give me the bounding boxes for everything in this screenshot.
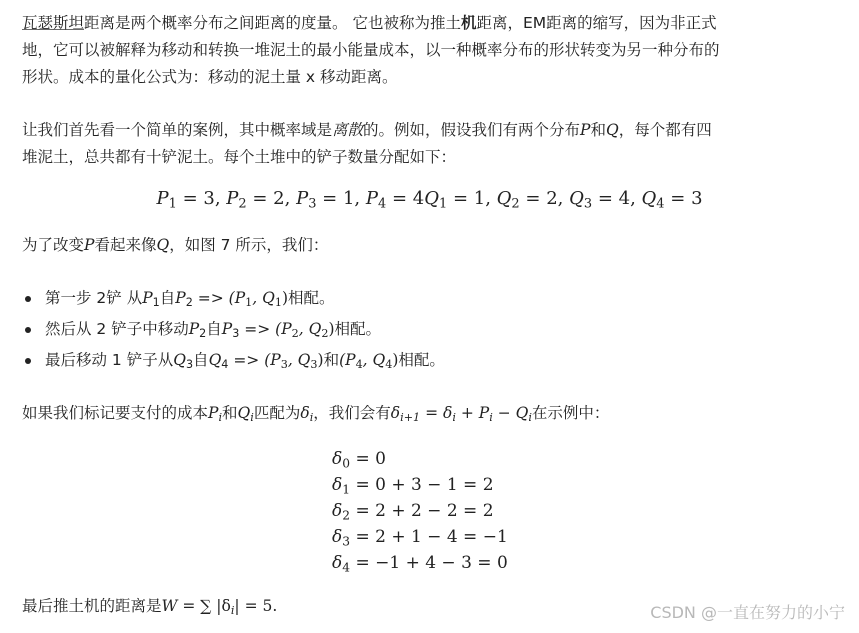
intro-paragraph: [22, 10, 837, 91]
delta-line: $\delta_0 = 0$: [332, 449, 386, 471]
intro-line-3: 形状。成本的量化公式为：移动的泥土量 x 移动距离。: [22, 68, 398, 86]
csdn-watermark: CSDN @一直在努力的小宁: [650, 603, 845, 622]
cost-paragraph: 如果我们标记要支付的成本$P_i$和$Q_i$匹配为$\delta_i$，我们会有$\delta_{i+1} = \delta_i + P_i - Q_i$在示例中：: [22, 404, 610, 425]
intro-line-1: 瓦瑟斯坦距离是两个概率分布之间距离的度量。 它也被称为推土机距离，EM距离的缩写，因为非正式: [22, 14, 717, 32]
delta-line: $\delta_3 = 2 + 1 - 4 = -1$: [332, 527, 508, 549]
wasserstein-link[interactable]: 瓦瑟斯坦: [22, 14, 85, 32]
delta-line: $\delta_1 = 0 + 3 - 1 = 2$: [332, 475, 494, 497]
list-item: 第一步 2铲 从$P_1$自$P_2 => (P_1$, $Q_1$)相配。: [22, 285, 445, 316]
bold-term: 机: [460, 14, 477, 32]
steps-list: [22, 285, 445, 378]
list-item: 然后从 2 铲子中移动$P_2$自$P_3 => (P_2$, $Q_2$)相配。: [22, 316, 445, 347]
list-item: 最后移动 1 铲子从$Q_3$自$Q_4 => (P_3$, $Q_3$)和($P_4$, $Q_4$)相配。: [22, 347, 445, 378]
delta-equations: [332, 446, 508, 576]
distribution-equation: $P_1 = 3$, $P_2 = 2$, $P_3 = 1$, $P_4 = 4Q_1 = 1$, $Q_2 = 2$, $Q_3 = 4$, $Q_4 = 3$: [156, 188, 703, 212]
discrete-example-paragraph: [22, 117, 837, 171]
delta-line: $\delta_4 = -1 + 4 - 3 = 0$: [332, 553, 508, 575]
intro-line-2: 地，它可以被解释为移动和转换一堆泥土的最小能量成本，以一种概率分布的形状转变为另一种分布的: [22, 41, 720, 59]
discrete-line-1: 让我们首先看一个简单的案例，其中概率域是离散的。例如，假设我们有两个分布P和Q，每个都有四: [22, 121, 712, 139]
final-distance-paragraph: 最后推土机的距离是W = ∑ $|\delta_i| = 5$.: [22, 597, 278, 618]
discrete-line-2: 堆泥土，总共都有十铲泥土。每个土堆中的铲子数量分配如下：: [22, 148, 457, 166]
transform-intro: 为了改变P看起来像Q，如图 7 所示，我们：: [22, 236, 329, 254]
delta-line: $\delta_2 = 2 + 2 - 2 = 2$: [332, 501, 494, 523]
